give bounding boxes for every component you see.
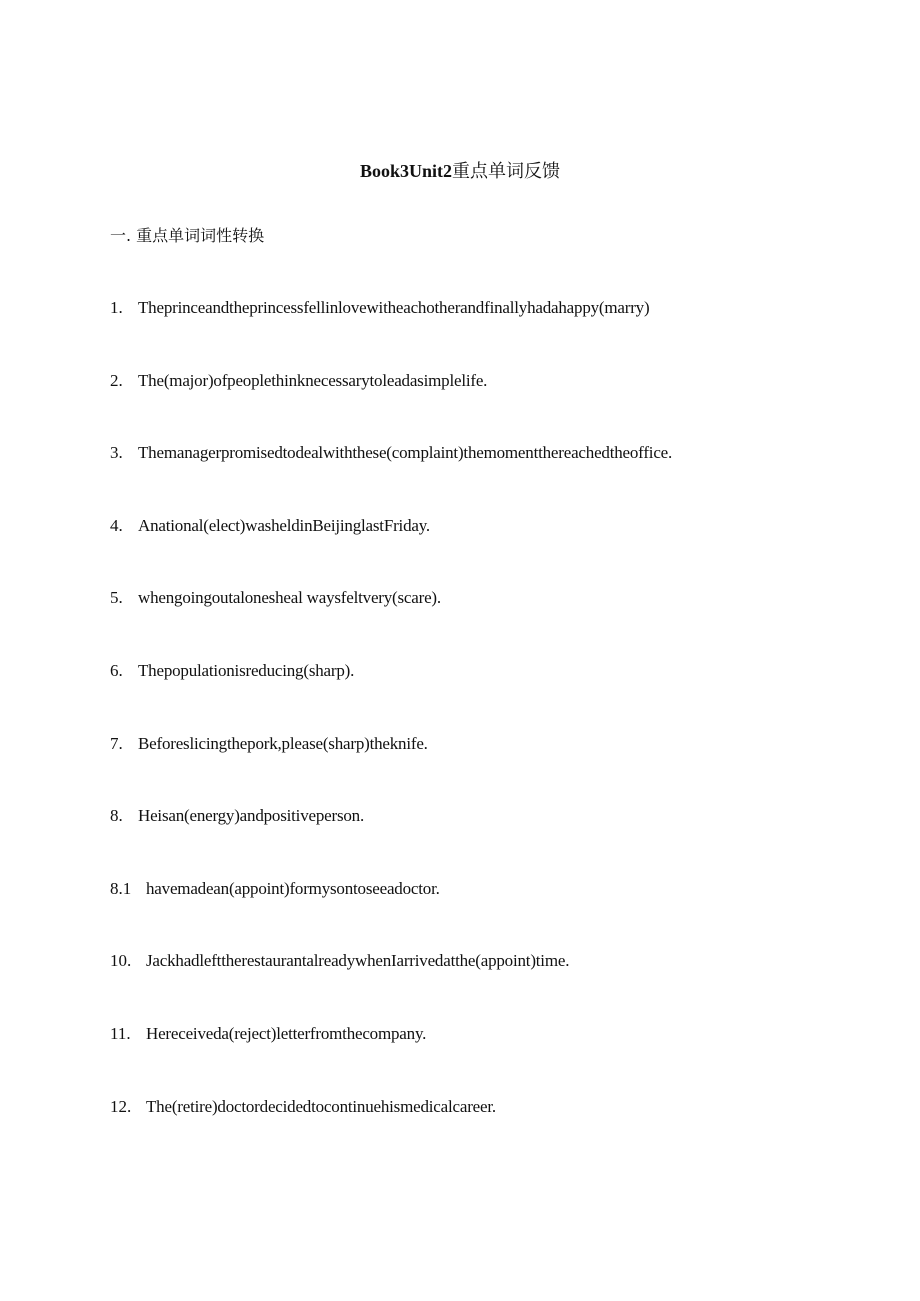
section-heading: 一. 重点单词词性转换 bbox=[110, 226, 265, 245]
question-item bbox=[110, 295, 870, 368]
question-number: 6. bbox=[110, 660, 123, 680]
title-english: Book3Unit2 bbox=[359, 161, 453, 181]
question-text: Hereceiveda(reject)letterfromthecompany. bbox=[146, 1023, 427, 1043]
question-item bbox=[110, 513, 870, 586]
question-number: 3. bbox=[110, 443, 123, 463]
question-text: Thepopulationisreducing(sharp). bbox=[138, 660, 355, 680]
title-chinese: 重点单词反馈 bbox=[452, 161, 561, 182]
question-text: Anational(elect)washeldinBeijinglastFriday. bbox=[138, 515, 430, 535]
question-item bbox=[110, 368, 870, 441]
question-list bbox=[110, 295, 870, 1166]
question-text: whengoingoutalonesheal waysfeltvery(scare). bbox=[138, 588, 441, 608]
question-number: 7. bbox=[110, 733, 123, 753]
question-number: 8. bbox=[110, 806, 123, 826]
question-number: 11. bbox=[110, 1023, 131, 1043]
document-title bbox=[0, 158, 920, 185]
question-number: 2. bbox=[110, 370, 123, 390]
question-item bbox=[110, 1094, 870, 1167]
question-item bbox=[110, 876, 870, 949]
question-item bbox=[110, 585, 870, 658]
question-number: 4. bbox=[110, 515, 123, 535]
question-number: 10. bbox=[110, 951, 132, 971]
question-text: The(retire)doctordecidedtocontinuehismedicalcareer. bbox=[146, 1096, 496, 1116]
question-text: Theprinceandtheprincessfellinlovewitheachotherandfinallyhadahappy(marry) bbox=[138, 298, 650, 317]
question-number: 8.1 bbox=[110, 878, 132, 898]
question-text: Beforeslicingthepork,please(sharp)theknife. bbox=[138, 733, 428, 753]
question-text: The(major)ofpeoplethinknecessarytoleadasimplelife. bbox=[138, 370, 488, 390]
question-text: Heisan(energy)andpositiveperson. bbox=[138, 806, 365, 826]
question-text: JackhadlefttherestaurantalreadywhenIarrivedatthe(appoint)time. bbox=[146, 951, 570, 971]
question-item bbox=[110, 440, 870, 513]
question-number: 5. bbox=[110, 588, 123, 608]
question-item bbox=[110, 1021, 870, 1094]
question-text: havemadean(appoint)formysontoseeadoctor. bbox=[146, 878, 440, 898]
question-number: 12. bbox=[110, 1096, 132, 1116]
question-item bbox=[110, 948, 870, 1021]
question-item bbox=[110, 731, 870, 804]
question-item bbox=[110, 803, 870, 876]
question-number: 1. bbox=[110, 298, 123, 317]
question-text: Themanagerpromisedtodealwiththese(complaint)themomentthereachedtheoffice. bbox=[138, 443, 673, 463]
question-item bbox=[110, 658, 870, 731]
